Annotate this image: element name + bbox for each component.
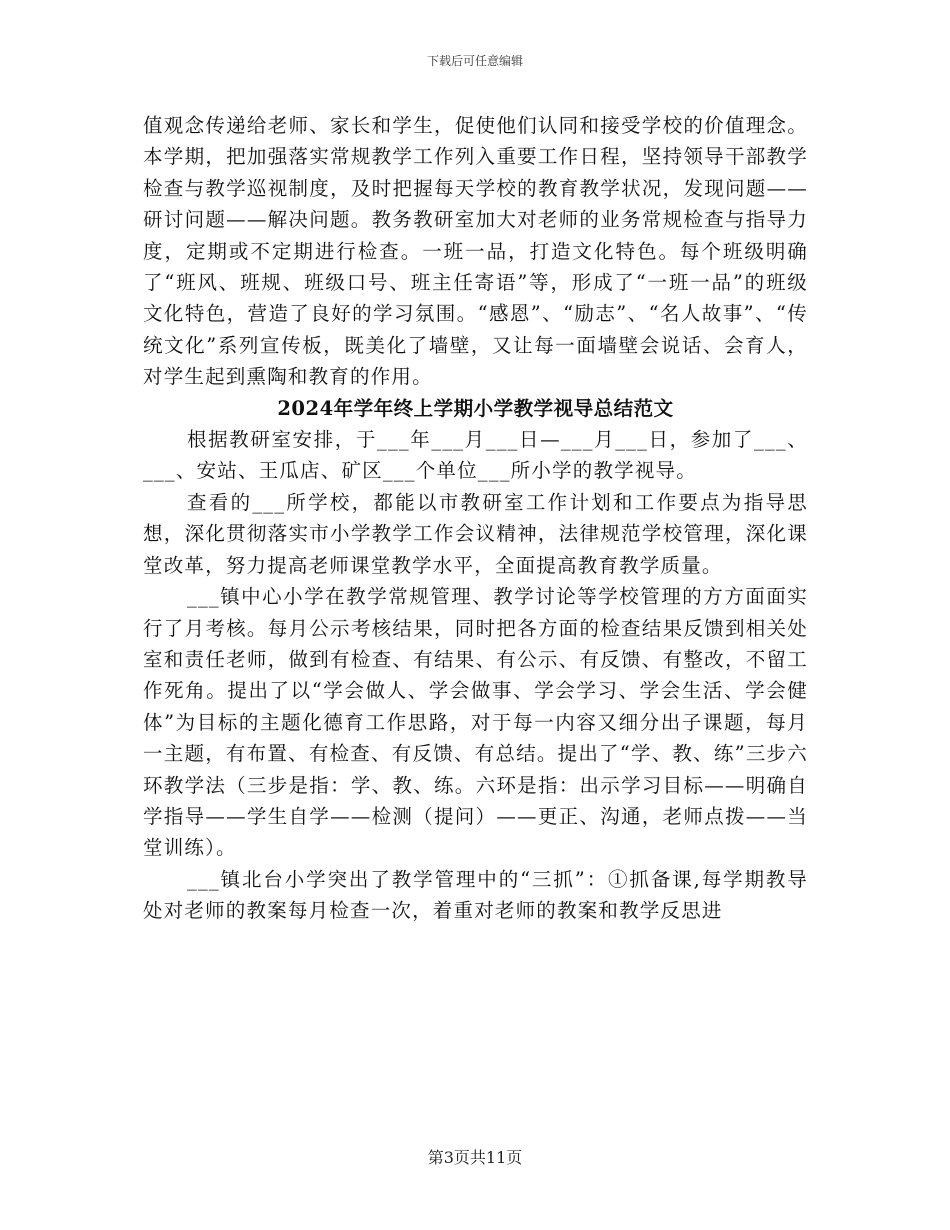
- paragraph-3: ___镇中心小学在教学常规管理、教学讨论等学校管理的方方面面实行了月考核。每月公示考核结果，同时把各方面的检查结果反馈到相关处室和责任老师，做到有检查、有结果、有公示、有反馈、有整改，不留工作死角。提出了以“学会做人、学会做事、学会学习、学会生活、学会健体”为目标的主题化德育工作思路，对于每一内容又细分出子课题，每月一主题，有布置、有检查、有反馈、有总结。提出了“学、教、练”三步六环教学法（三步是指：学、教、练。六环是指：出示学习目标——明确自学指导——学生自学——检测（提问）——更正、沟通，老师点拨——当堂训练）。: [143, 585, 808, 860]
- page-header-note: 下载后可任意编辑: [426, 54, 523, 68]
- paragraph-4: ___镇北台小学突出了教学管理中的“三抓”：①抓备课,每学期教导处对老师的教案每月检查一次，着重对老师的教案和教学反思进: [143, 867, 808, 923]
- paragraph-2: 查看的___所学校，都能以市教研室工作计划和工作要点为指导思想，深化贯彻落实市小学教学工作会议精神，法律规范学校管理，深化课堂改革，努力提高老师课堂教学水平，全面提高教育教学质量。: [143, 490, 808, 577]
- document-title: 2024年学年终上学期小学教学视导总结范文: [277, 396, 674, 420]
- continued-paragraph: 值观念传递给老师、家长和学生，促使他们认同和接受学校的价值理念。本学期，把加强落实常规教学工作列入重要工作日程，坚持领导干部教学检查与教学巡视制度，及时把握每天学校的教育教学状况，发现问题——研讨问题——解决问题。教务教研室加大对老师的业务常规检查与指导力度，定期或不定期进行检查。一班一品，打造文化特色。每个班级明确了“班风、班规、班级口号、班主任寄语”等，形成了“一班一品”的班级文化特色，营造了良好的学习氛围。“感恩”、“励志”、“名人故事”、“传统文化”系列宣传板，既美化了墙壁，又让每一面墙壁会说话、会育人，对学生起到熏陶和教育的作用。: [143, 114, 808, 389]
- document-body: [143, 110, 808, 927]
- page-number: 第3页共11页: [427, 1148, 523, 1167]
- paragraph-1: 根据教研室安排，于___年___月___日—___月___日，参加了___、___、安站、王瓜店、矿区___个单位___所小学的教学视导。: [143, 428, 808, 483]
